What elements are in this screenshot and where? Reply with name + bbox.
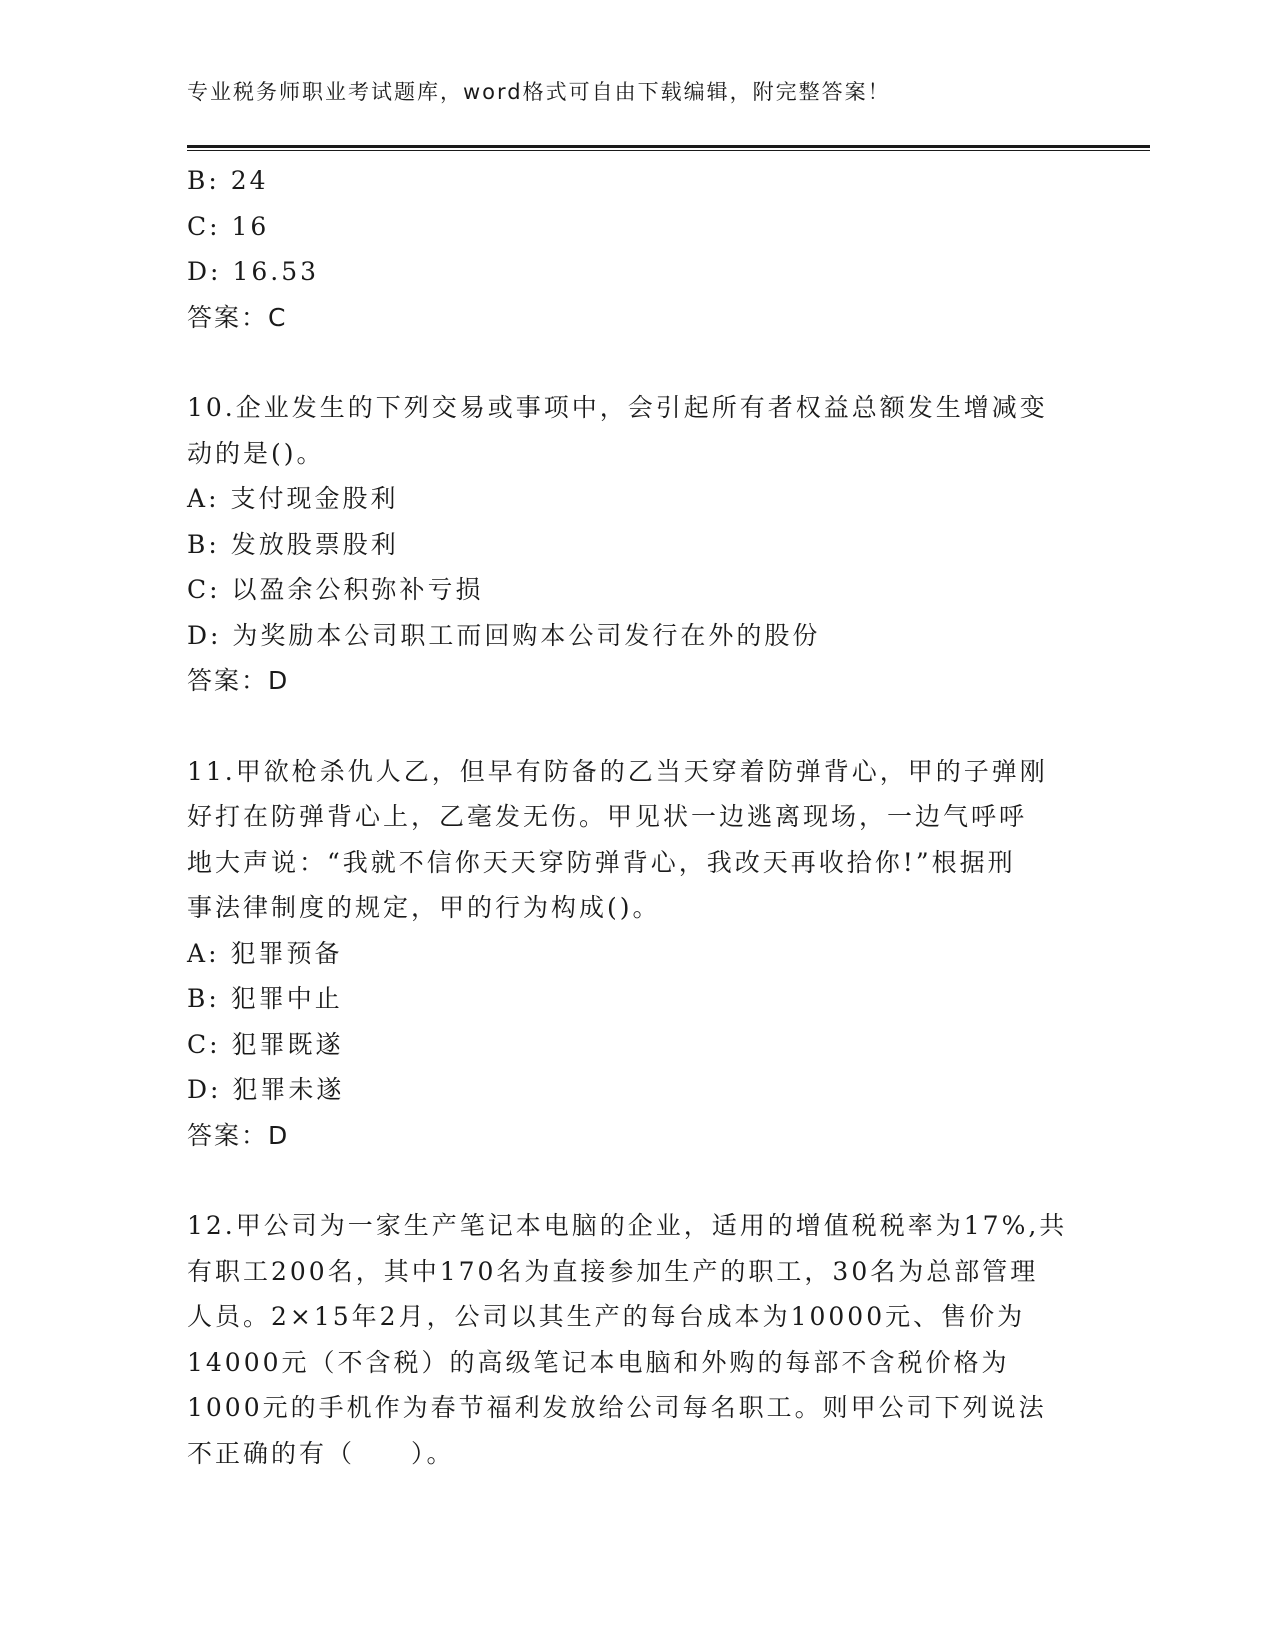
header-divider-thin — [187, 150, 1150, 151]
question-stem-line: 动的是()。 — [187, 438, 325, 468]
answer-line: 答案：C — [187, 302, 288, 332]
option-c: C: 16 — [187, 211, 270, 241]
option-b: B: 24 — [187, 166, 269, 195]
question-10 — [187, 385, 1107, 704]
answer-line: 答案：D — [187, 1120, 290, 1150]
option-a: A: 犯罪预备 — [187, 938, 343, 968]
header-divider-thick — [187, 145, 1150, 148]
question-stem-line: 10.企业发生的下列交易或事项中，会引起所有者权益总额发生增减变 — [187, 393, 1048, 422]
option-d: D: 犯罪未遂 — [187, 1075, 345, 1104]
question-stem-line: 有职工200名，其中170名为直接参加生产的职工，30名为总部管理 — [187, 1256, 1039, 1286]
option-d: D: 为奖励本公司职工而回购本公司发行在外的股份 — [187, 620, 821, 650]
question-11 — [187, 749, 1107, 1159]
option-c: C: 以盈余公积弥补亏损 — [187, 575, 484, 604]
page-header: 专业税务师职业考试题库，word格式可自由下载编辑，附完整答案！ — [187, 80, 891, 104]
question-stem-line: 人员。2×15年2月，公司以其生产的每台成本为10000元、售价为 — [187, 1302, 1026, 1331]
option-c: C: 犯罪既遂 — [187, 1029, 344, 1059]
question-stem-line: 1000元的手机作为春节福利发放给公司每名职工。则甲公司下列说法 — [187, 1393, 1047, 1422]
question-stem-line: 11.甲欲枪杀仇人乙，但早有防备的乙当天穿着防弹背心，甲的子弹刚 — [187, 756, 1048, 786]
question-stem-line: 地大声说：“我就不信你天天穿防弹背心，我改天再收拾你!”根据刑 — [187, 847, 1016, 877]
question-12 — [187, 1203, 1107, 1476]
document-content — [187, 158, 1107, 1476]
question-stem-line: 好打在防弹背心上，乙毫发无伤。甲见状一边逃离现场，一边气呼呼 — [187, 802, 1028, 831]
question-9-tail — [187, 158, 1107, 340]
option-b: B: 犯罪中止 — [187, 984, 343, 1013]
option-b: B: 发放股票股利 — [187, 529, 399, 559]
answer-line: 答案：D — [187, 666, 290, 695]
option-d: D: 16.53 — [187, 257, 320, 286]
option-a: A: 支付现金股利 — [187, 484, 399, 513]
question-stem-line: 12.甲公司为一家生产笔记本电脑的企业，适用的增值税税率为17%,共 — [187, 1211, 1068, 1240]
question-stem-line: 事法律制度的规定，甲的行为构成()。 — [187, 893, 661, 922]
question-stem-line: 14000元（不含税）的高级笔记本电脑和外购的每部不含税价格为 — [187, 1347, 1010, 1377]
question-stem-line: 不正确的有（ ）。 — [187, 1438, 455, 1468]
